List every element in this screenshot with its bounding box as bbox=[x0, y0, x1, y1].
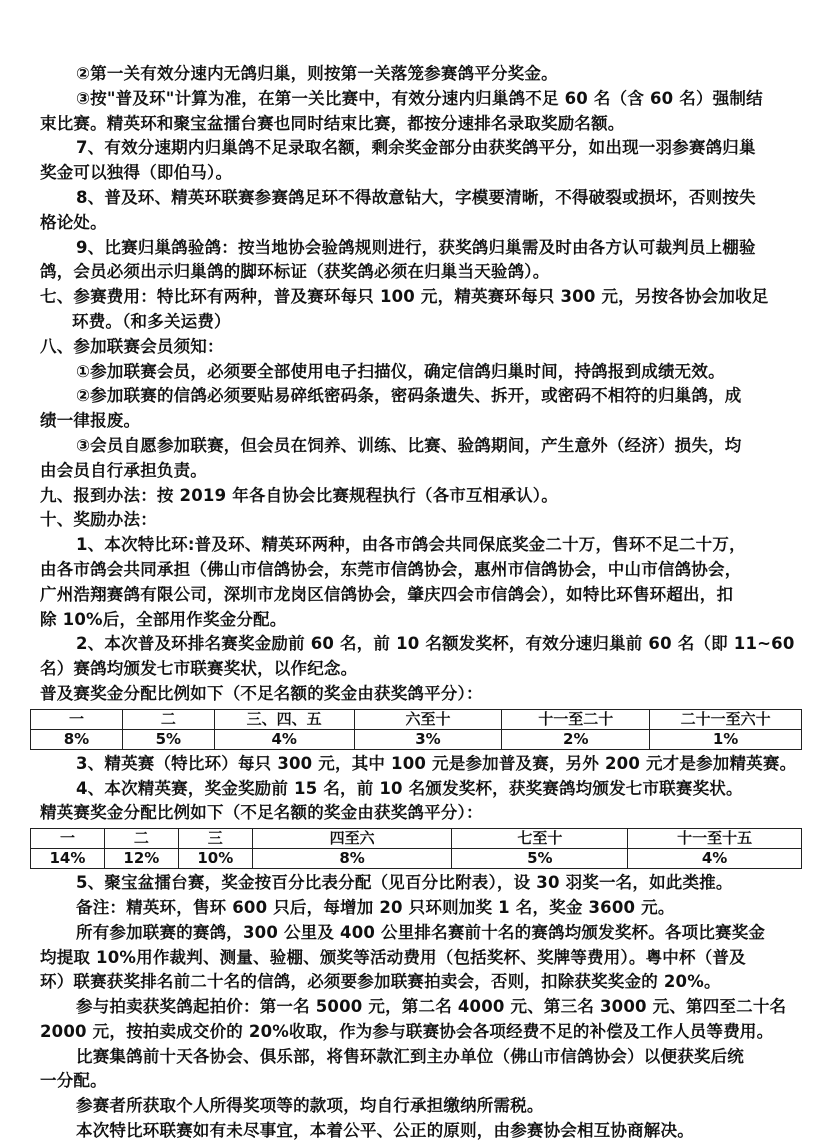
table-cell: 10% bbox=[178, 849, 252, 869]
table-header-cell: 六至十 bbox=[354, 709, 502, 729]
text-line: 广州浩翔赛鸽有限公司，深圳市龙岗区信鸽协会，肇庆四会市信鸽会），如特比环售环超出，扣 bbox=[40, 584, 734, 604]
text-line: 精英赛奖金分配比例如下（不足名额的奖金由获奖鸽平分）： bbox=[40, 803, 483, 823]
text-line: 环费。（和多关运费） bbox=[72, 311, 231, 331]
text-line: 比赛集鸽前十天各协会、俱乐部，将售环款汇到主办单位（佛山市信鸽协会）以便获奖后统 bbox=[76, 1046, 744, 1066]
table-cell: 4% bbox=[214, 729, 354, 749]
text-line: 束比赛。精英环和聚宝盆擂台赛也同时结束比赛，都按分速排名录取奖励名额。 bbox=[40, 113, 625, 133]
text-line: 十、奖励办法： bbox=[40, 510, 157, 530]
text-line: 由会员自行承担负责。 bbox=[40, 460, 207, 480]
table-header-cell: 二十一至六十 bbox=[650, 709, 802, 729]
text-line: 7、有效分速期内归巢鸽不足录取名额，剩余奖金部分由获奖鸽平分，如出现一羽参赛鸽归巢 bbox=[76, 138, 756, 158]
table-cell: 12% bbox=[104, 849, 178, 869]
text-line: 4、本次精英赛，奖金奖励前 15 名，前 10 名颁发奖杯，获奖赛鸽均颁发七市联赛奖状。 bbox=[76, 778, 743, 798]
table-header-row bbox=[31, 829, 802, 849]
text-block-notes bbox=[40, 871, 810, 1144]
text-line: 九、报到办法：按 2019 年各自协会比赛规程执行（各市互相承认）。 bbox=[40, 485, 558, 505]
text-line: 环）联赛获奖排名前二十名的信鸽，必须要参加联赛拍卖会，否则，扣除获奖奖金的 20%。 bbox=[40, 972, 721, 992]
table-cell: 4% bbox=[628, 849, 802, 869]
text-line: 参赛者所获取个人所得奖项等的款项，均自行承担缴纳所需税。 bbox=[76, 1096, 544, 1116]
text-block-rules bbox=[40, 62, 810, 707]
table-row bbox=[31, 849, 802, 869]
text-line: 一分配。 bbox=[40, 1071, 107, 1091]
text-line: 8、普及环、精英环联赛参赛鸽足环不得故意钻大，字模要清晰，不得破裂或损坏，否则按失 bbox=[76, 187, 756, 207]
text-line: 由各市鸽会共同承担（佛山市信鸽协会，东莞市信鸽协会，惠州市信鸽协会，中山市信鸽协会， bbox=[40, 559, 742, 579]
table-header-cell: 一 bbox=[31, 829, 105, 849]
table-header-cell: 十一至十五 bbox=[628, 829, 802, 849]
text-line: ③会员自愿参加联赛，但会员在饲养、训练、比赛、验鸽期间，产生意外（经济）损失，均 bbox=[76, 435, 742, 455]
table-cell: 5% bbox=[122, 729, 214, 749]
text-line: 1、本次特比环:普及环、精英环两种，由各市鸽会共同保底奖金二十万，售环不足二十万， bbox=[76, 535, 746, 555]
table-header-cell: 四至六 bbox=[252, 829, 452, 849]
table-header-row bbox=[31, 709, 802, 729]
text-line: ②第一关有效分速内无鸽归巢，则按第一关落笼参赛鸽平分奖金。 bbox=[76, 64, 558, 83]
table-header-cell: 二 bbox=[104, 829, 178, 849]
text-line: ③按"普及环"计算为准，在第一关比赛中，有效分速内归巢鸽不足 60 名（含 60 名）强制结 bbox=[76, 88, 763, 108]
table-cell: 8% bbox=[252, 849, 452, 869]
text-block-elite bbox=[40, 752, 810, 826]
text-line: 本次特比环联赛如有未尽事宜，本着公平、公正的原则，由参赛协会相互协商解决。 bbox=[76, 1121, 694, 1141]
table-cell: 1% bbox=[650, 729, 802, 749]
text-line: 2、本次普及环排名赛奖金励前 60 名，前 10 名额发奖杯，有效分速归巢前 60 名（即 11~60 bbox=[76, 634, 795, 654]
text-line: 奖金可以独得（即伯马）。 bbox=[40, 163, 233, 183]
table-cell: 2% bbox=[502, 729, 650, 749]
text-line: 普及赛奖金分配比例如下（不足名额的奖金由获奖鸽平分）： bbox=[40, 683, 483, 703]
text-line: 5、聚宝盆擂台赛，奖金按百分比表分配（见百分比附表），设 30 羽奖一名，如此类推。 bbox=[76, 873, 733, 893]
text-line: 八、参加联赛会员须知： bbox=[40, 336, 224, 356]
text-line: 3、精英赛（特比环）每只 300 元，其中 100 元是参加普及赛，另外 200 元才是参加精英赛。 bbox=[76, 753, 797, 773]
table-cell: 3% bbox=[354, 729, 502, 749]
table-header-cell: 二 bbox=[122, 709, 214, 729]
text-line: ①参加联赛会员，必须要全部使用电子扫描仪，确定信鸽归巢时间，持鸽报到成绩无效。 bbox=[76, 361, 725, 381]
text-line: 2000 元，按拍卖成交价的 20%收取，作为参与联赛协会各项经费不足的补偿及工作人员等费用。 bbox=[40, 1021, 774, 1041]
table-header-cell: 七至十 bbox=[452, 829, 628, 849]
table-cell: 8% bbox=[31, 729, 123, 749]
text-line: 均提取 10%用作裁判、测量、验棚、颁奖等活动费用（包括奖杯、奖牌等费用）。粤中杯（普及 bbox=[40, 947, 746, 967]
text-line: ②参加联赛的信鸽必须要贴易碎纸密码条，密码条遗失、拆开，或密码不相符的归巢鸽，成 bbox=[76, 386, 742, 406]
text-line: 格论处。 bbox=[40, 212, 107, 232]
elite-race-prize-table bbox=[30, 828, 802, 869]
table-cell: 5% bbox=[452, 849, 628, 869]
table-header-cell: 三、四、五 bbox=[214, 709, 354, 729]
text-line: 绩一律报废。 bbox=[40, 411, 141, 431]
text-line: 参与拍卖获奖鸽起拍价：第一名 5000 元，第二名 4000 元、第三名 3000 元、第四至二十名 bbox=[76, 997, 787, 1017]
table-header-cell: 三 bbox=[178, 829, 252, 849]
text-line: 名）赛鸽均颁发七市联赛奖状，以作纪念。 bbox=[40, 659, 358, 679]
table-row bbox=[31, 729, 802, 749]
text-line: 所有参加联赛的赛鸽，300 公里及 400 公里排名赛前十名的赛鸽均颁发奖杯。各项比赛奖金 bbox=[76, 922, 766, 942]
text-line: 9、比赛归巢鸽验鸽：按当地协会验鸽规则进行，获奖鸽归巢需及时由各方认可裁判员上棚验 bbox=[76, 237, 756, 257]
text-line: 鸽，会员必须出示归巢鸽的脚环标证（获奖鸽必须在归巢当天验鸽）。 bbox=[40, 262, 550, 282]
table-header-cell: 十一至二十 bbox=[502, 709, 650, 729]
text-line: 七、参赛费用：特比环有两种，普及赛环每只 100 元，精英赛环每只 300 元，另按各协会加收足 bbox=[40, 287, 769, 307]
text-line: 备注：精英环，售环 600 只后，每增加 20 只环则加奖 1 名，奖金 3600 元。 bbox=[76, 897, 675, 917]
table-cell: 14% bbox=[31, 849, 105, 869]
popular-race-prize-table bbox=[30, 709, 802, 750]
text-line: 除 10%后，全部用作奖金分配。 bbox=[40, 609, 287, 629]
table-header-cell: 一 bbox=[31, 709, 123, 729]
